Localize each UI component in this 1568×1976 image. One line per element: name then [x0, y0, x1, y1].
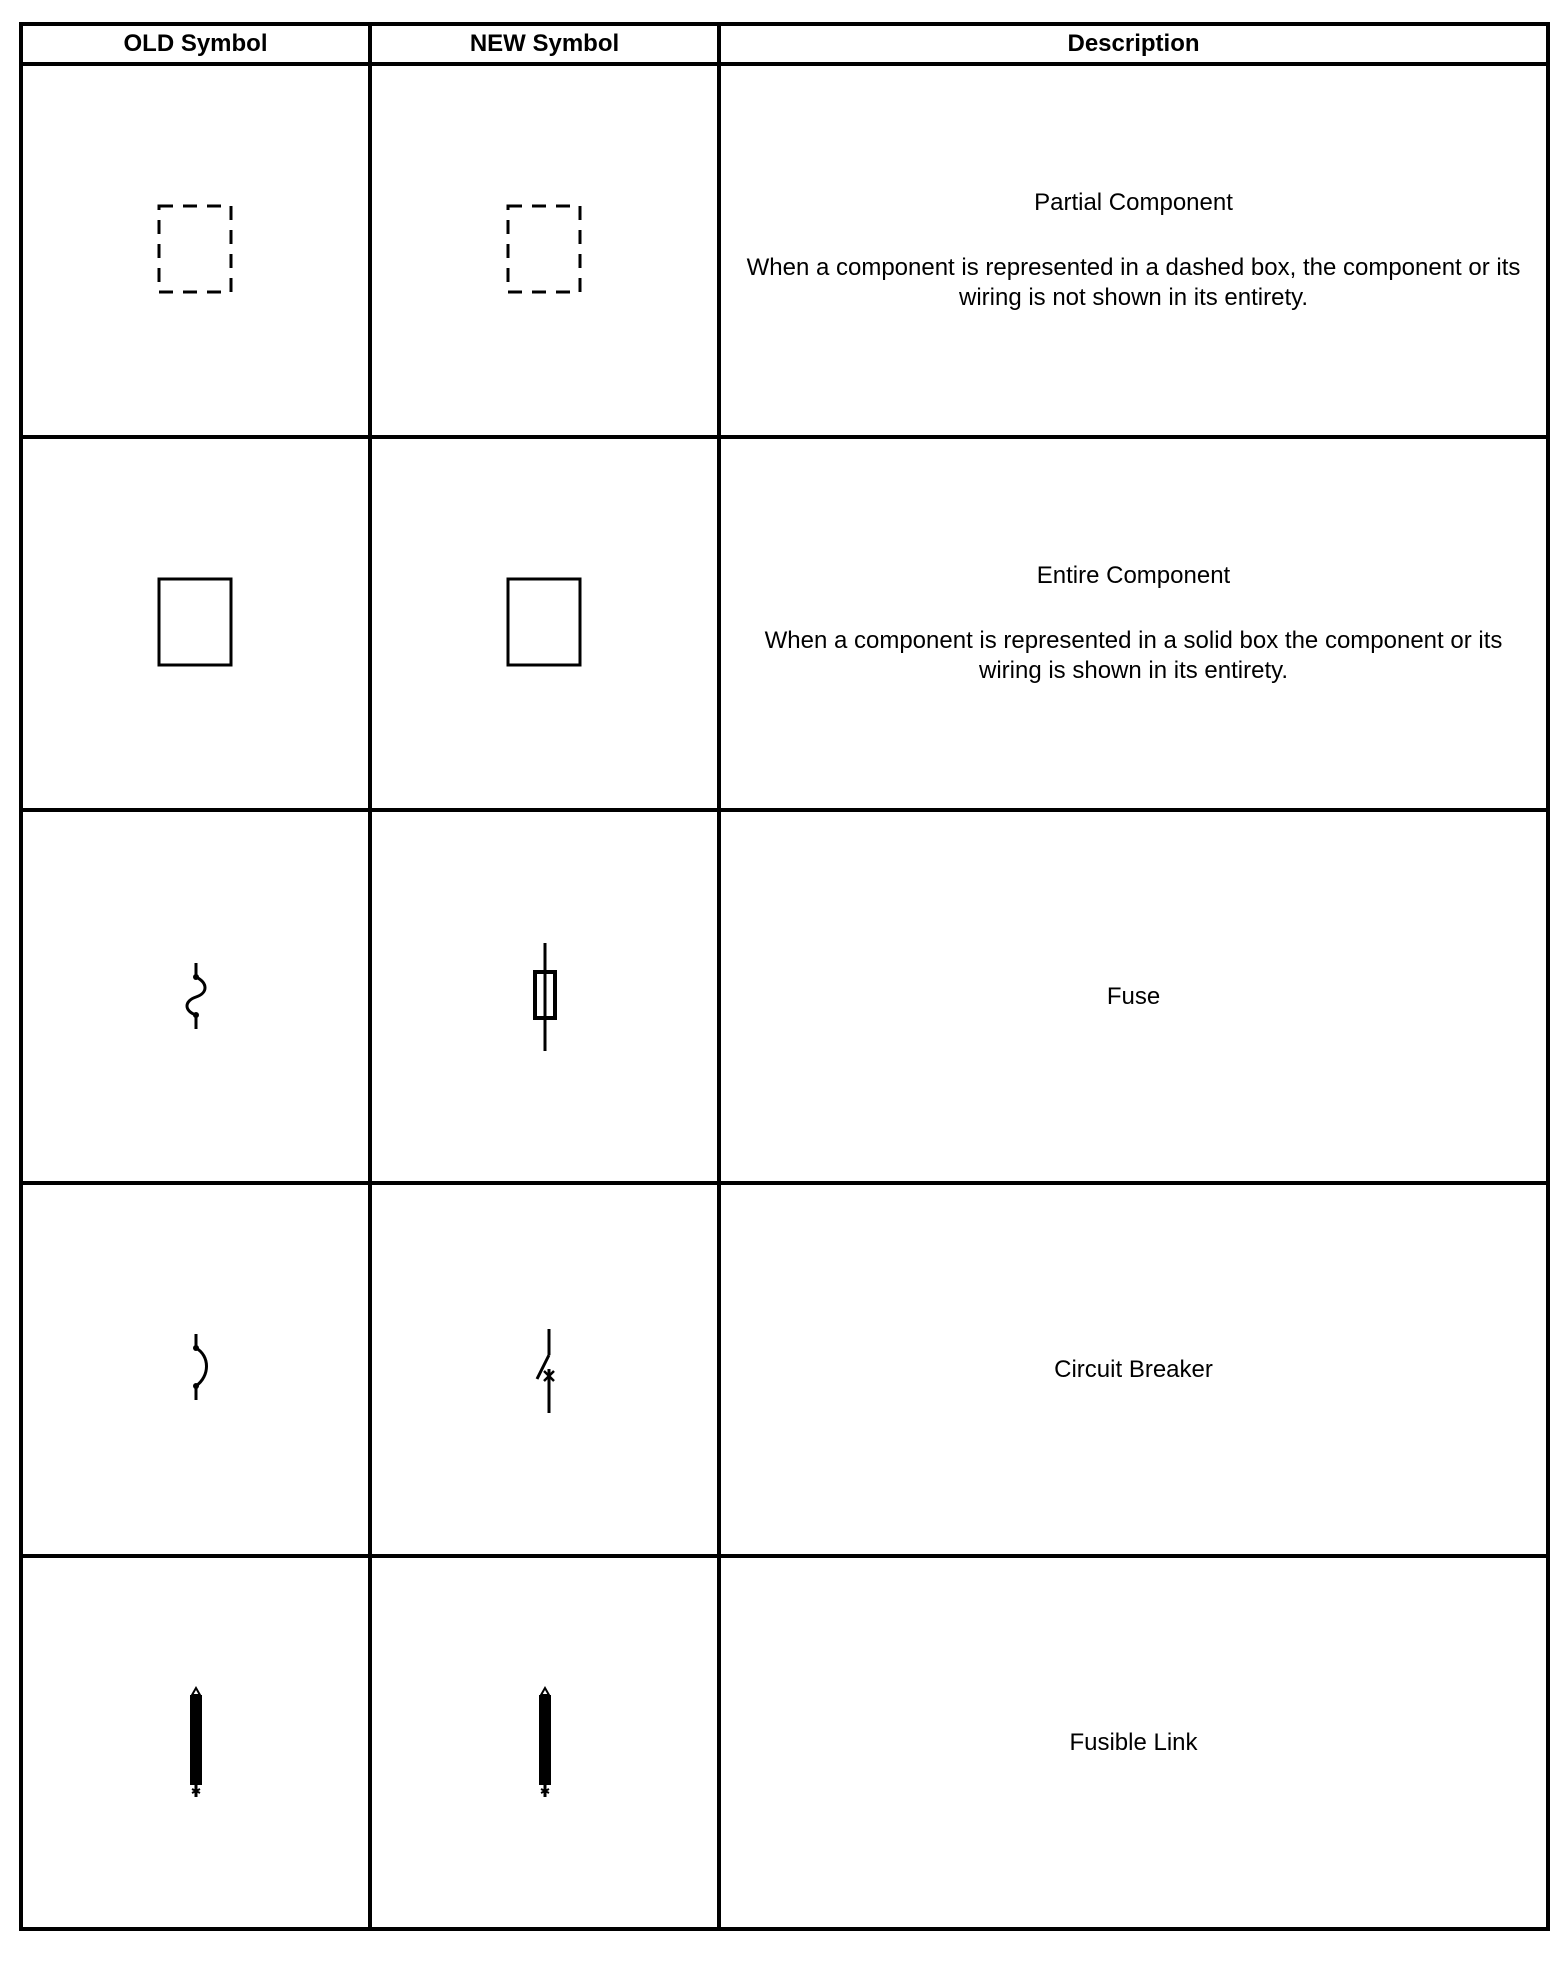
new-symbol-cell [370, 1556, 719, 1929]
description-body [721, 626, 1546, 686]
solid-box-icon [156, 576, 236, 672]
description-line: When a component is represented in a dashed box, the component or its [746, 253, 1521, 281]
old-symbol-cell [21, 437, 370, 810]
dashed-box-icon [156, 203, 236, 299]
header-description: Description [719, 24, 1548, 64]
header-old-symbol: OLD Symbol [21, 24, 370, 64]
fusible-link-old-icon [176, 1685, 216, 1801]
old-symbol-cell [21, 1183, 370, 1556]
description-title: Fusible Link [1069, 1728, 1198, 1756]
old-symbol-cell [21, 810, 370, 1183]
symbol-table [19, 22, 1550, 1931]
table-row [21, 1556, 1548, 1929]
new-symbol-cell [370, 437, 719, 810]
table-row [21, 437, 1548, 810]
description-cell [719, 1556, 1548, 1929]
header-row [21, 24, 1548, 64]
table-row [21, 810, 1548, 1183]
fuse-old-icon [176, 957, 216, 1037]
old-symbol-cell [21, 1556, 370, 1929]
description-cell [719, 64, 1548, 437]
new-symbol-cell [370, 64, 719, 437]
fuse-new-icon [525, 941, 565, 1053]
old-symbol-cell [21, 64, 370, 437]
solid-box-icon [505, 576, 585, 672]
description-cell [719, 437, 1548, 810]
table-row [21, 64, 1548, 437]
circuit-breaker-old-icon [176, 1330, 216, 1410]
description-title: Entire Component [1036, 561, 1231, 589]
description-line: wiring is shown in its entirety. [979, 656, 1288, 684]
table-row [21, 1183, 1548, 1556]
description-title: Partial Component [1034, 188, 1233, 216]
description-cell [719, 1183, 1548, 1556]
new-symbol-cell [370, 810, 719, 1183]
fusible-link-new-icon [525, 1685, 565, 1801]
circuit-breaker-new-icon [525, 1325, 565, 1415]
description-cell [719, 810, 1548, 1183]
description-title: Fuse [1106, 982, 1161, 1010]
dashed-box-icon [505, 203, 585, 299]
new-symbol-cell [370, 1183, 719, 1556]
description-line: wiring is not shown in its entirety. [958, 283, 1309, 311]
description-body [721, 253, 1546, 313]
description-title: Circuit Breaker [1054, 1355, 1213, 1383]
description-line: When a component is represented in a solid box the component or its [764, 626, 1503, 654]
header-new-symbol: NEW Symbol [370, 24, 719, 64]
